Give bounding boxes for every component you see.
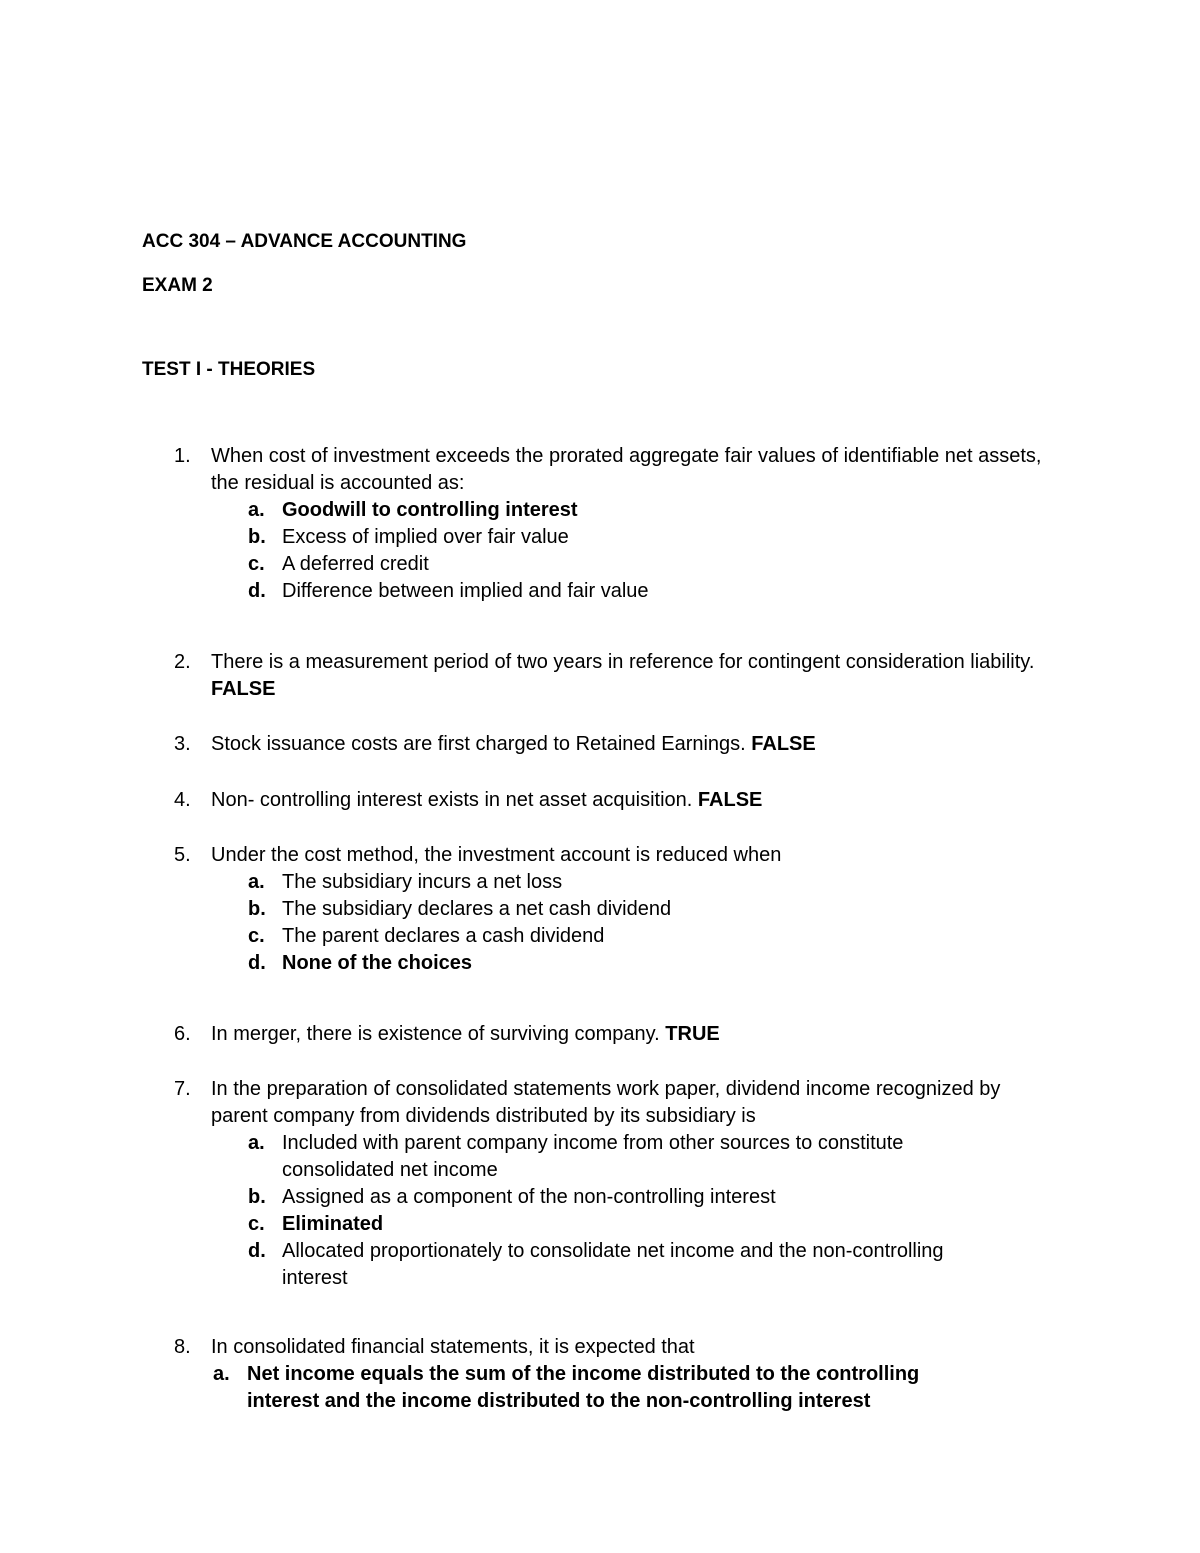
answer-label: FALSE [697, 789, 763, 811]
exam-title: EXAM 2 [142, 275, 213, 296]
option-text: None of the choices [282, 952, 473, 974]
question-5 [0, 842, 1200, 977]
option-c [211, 551, 1042, 578]
option-letter: c. [248, 925, 265, 947]
question-text: Non- controlling interest exists in net asset acquisition. [211, 789, 693, 811]
question-1 [0, 443, 1200, 605]
option-c [211, 1211, 1042, 1238]
question-text: In consolidated financial statements, it is expected that [211, 1336, 695, 1358]
option-text: The parent declares a cash dividend [282, 925, 605, 947]
option-text: Eliminated [282, 1213, 384, 1235]
option-list [211, 1361, 1051, 1415]
option-letter: b. [248, 1186, 266, 1208]
option-text: Allocated proportionately to consolidate net income and the non-controlling interest [282, 1240, 944, 1289]
option-text: Included with parent company income from other sources to constitute consolidated net income [282, 1132, 904, 1181]
option-text: Excess of implied over fair value [282, 526, 569, 548]
question-text: When cost of investment exceeds the prorated aggregate fair values of identifiable net assets, the residual is accounted as: [211, 445, 1042, 494]
option-letter: a. [248, 871, 265, 893]
option-text: Assigned as a component of the non-controlling interest [282, 1186, 776, 1208]
course-title: ACC 304 – ADVANCE ACCOUNTING [142, 231, 467, 252]
question-6 [0, 1021, 1200, 1048]
option-text: Net income equals the sum of the income distributed to the controlling interest and the income distributed to the non-controlling interest [247, 1363, 920, 1412]
option-letter: d. [248, 580, 266, 602]
question-number: 8. [174, 1336, 191, 1358]
option-a [211, 1361, 987, 1415]
question-text: Under the cost method, the investment account is reduced when [211, 844, 782, 866]
question-2 [0, 649, 1200, 703]
question-number: 7. [174, 1078, 191, 1100]
answer-label: TRUE [665, 1023, 720, 1045]
question-text: In merger, there is existence of surviving company. [211, 1023, 660, 1045]
option-c [211, 923, 1042, 950]
option-list [211, 869, 1051, 977]
option-a [211, 1130, 982, 1184]
option-letter: d. [248, 952, 266, 974]
option-letter: b. [248, 898, 266, 920]
option-a [211, 497, 1042, 524]
option-text: The subsidiary incurs a net loss [282, 871, 563, 893]
option-letter: a. [248, 499, 265, 521]
option-text: Goodwill to controlling interest [282, 499, 578, 521]
question-text: Stock issuance costs are first charged to Retained Earnings. [211, 733, 746, 755]
question-number: 1. [174, 445, 191, 467]
question-8 [0, 1334, 1200, 1415]
option-text: Difference between implied and fair value [282, 580, 649, 602]
option-d [211, 578, 1042, 605]
option-d [211, 1238, 1007, 1292]
option-text: The subsidiary declares a net cash dividend [282, 898, 672, 920]
option-list [211, 1130, 1056, 1292]
option-b [211, 896, 1042, 923]
question-7 [0, 1076, 1200, 1292]
option-letter: c. [248, 553, 265, 575]
question-number: 6. [174, 1023, 191, 1045]
answer-label: FALSE [751, 733, 816, 755]
option-letter: a. [248, 1132, 265, 1154]
option-a [211, 869, 1042, 896]
test-title: TEST I - THEORIES [142, 359, 316, 380]
question-number: 5. [174, 844, 191, 866]
option-letter: a. [213, 1363, 230, 1385]
question-number: 3. [174, 733, 191, 755]
option-letter: b. [248, 526, 266, 548]
question-4 [0, 787, 1200, 814]
question-text: There is a measurement period of two years in reference for contingent consideration liability. [211, 651, 1035, 673]
question-number: 4. [174, 789, 191, 811]
question-number: 2. [174, 651, 191, 673]
option-b [211, 1184, 1042, 1211]
option-letter: d. [248, 1240, 266, 1262]
option-d [211, 950, 1042, 977]
question-text: In the preparation of consolidated statements work paper, dividend income recognized by parent company from dividends distributed by its subsidiary is [211, 1078, 1001, 1127]
option-text: A deferred credit [282, 553, 429, 575]
answer-label: FALSE [211, 678, 276, 700]
question-3 [0, 731, 1200, 758]
option-b [211, 524, 1042, 551]
option-list [211, 497, 1051, 605]
option-letter: c. [248, 1213, 265, 1235]
